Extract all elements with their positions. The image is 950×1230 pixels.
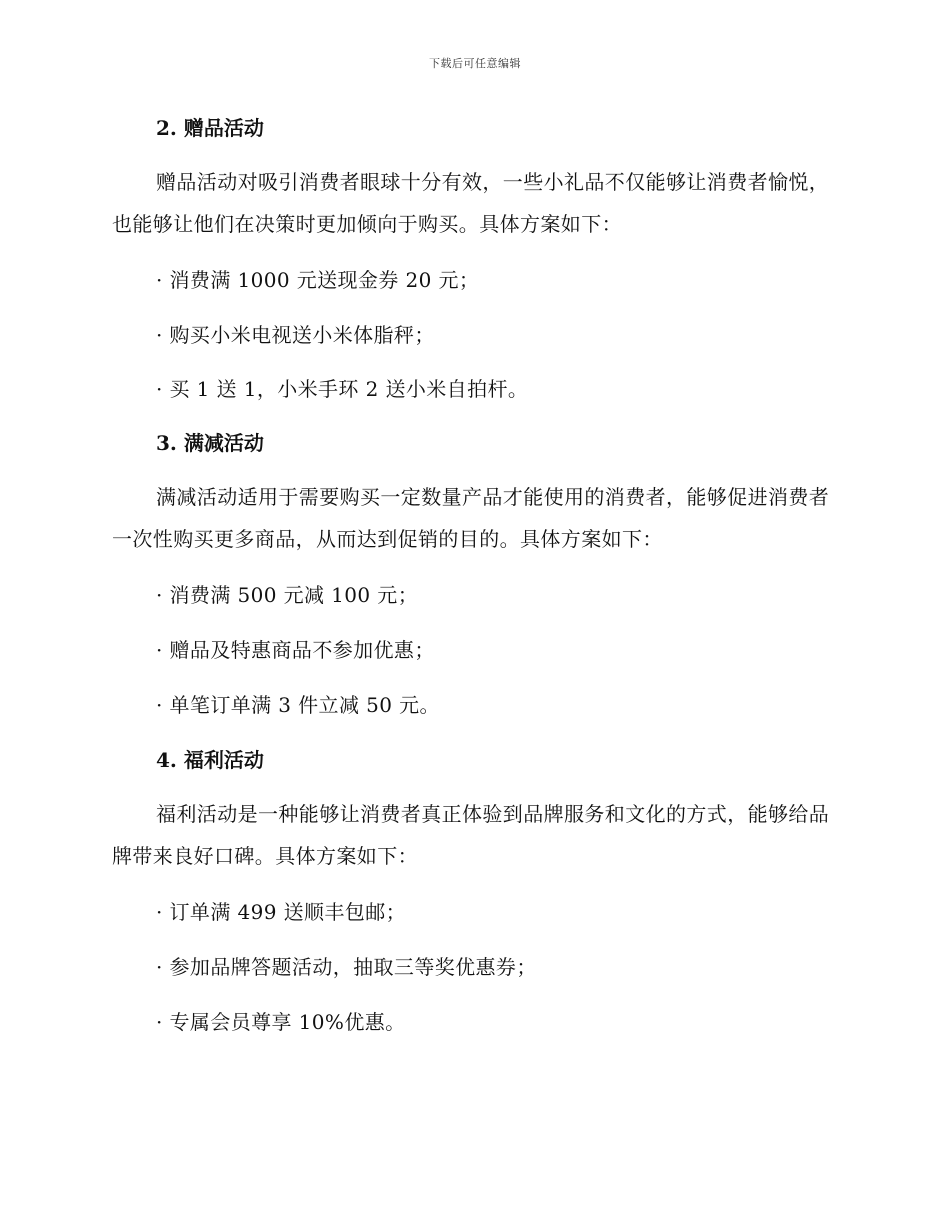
bullet-item: · 参加品牌答题活动，抽取三等奖优惠券； bbox=[156, 955, 537, 979]
section-heading: 4. 福利活动 bbox=[156, 748, 264, 772]
bullet-item: · 订单满 499 送顺丰包邮； bbox=[156, 900, 407, 924]
bullet-item: · 单笔订单满 3 件立减 50 元。 bbox=[156, 693, 440, 717]
section-heading: 3. 满减活动 bbox=[156, 431, 264, 455]
header-note: 下载后可任意编辑 bbox=[429, 57, 521, 70]
bullet-item: · 消费满 500 元减 100 元； bbox=[156, 583, 419, 607]
bullet-item: · 购买小米电视送小米体脂秤； bbox=[156, 323, 435, 347]
bullet-item: · 专属会员尊享 10%优惠。 bbox=[156, 1010, 406, 1034]
section-heading: 2. 赠品活动 bbox=[156, 116, 264, 140]
section-paragraph: 赠品活动对吸引消费者眼球十分有效，一些小礼品不仅能够让消费者愉悦，也能够让他们在决策时更加倾向于购买。具体方案如下： bbox=[112, 170, 830, 236]
section-paragraph: 满减活动适用于需要购买一定数量产品才能使用的消费者，能够促进消费者一次性购买更多商品，从而达到促销的目的。具体方案如下： bbox=[112, 485, 830, 551]
section-paragraph: 福利活动是一种能够让消费者真正体验到品牌服务和文化的方式，能够给品牌带来良好口碑。具体方案如下： bbox=[112, 802, 830, 868]
bullet-item: · 赠品及特惠商品不参加优惠； bbox=[156, 638, 435, 662]
bullet-item: · 消费满 1000 元送现金券 20 元； bbox=[156, 268, 480, 292]
bullet-item: · 买 1 送 1，小米手环 2 送小米自拍杆。 bbox=[156, 377, 529, 401]
